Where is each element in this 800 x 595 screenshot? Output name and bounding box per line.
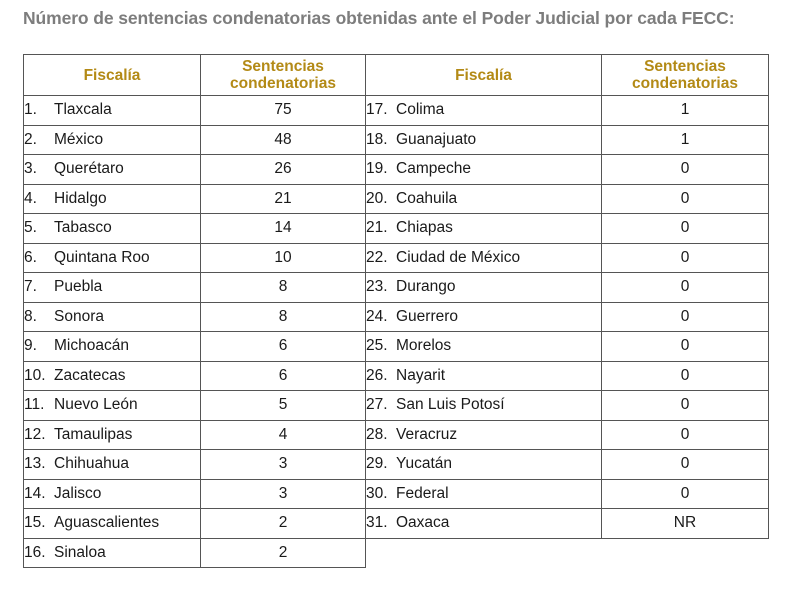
- fiscalia-name: Tlaxcala: [54, 101, 112, 119]
- fiscalia-name: Hidalgo: [54, 189, 107, 207]
- row-index: 12.: [24, 425, 46, 443]
- fiscalia-name: Federal: [396, 484, 449, 502]
- table-row: [366, 332, 769, 362]
- row-index: 20.: [366, 189, 388, 207]
- row-index: 14.: [24, 484, 46, 502]
- row-index: 5.: [24, 219, 37, 237]
- sentencias-table-left: [23, 54, 366, 568]
- row-index: 27.: [366, 396, 388, 414]
- table-row: [366, 243, 769, 273]
- table-row: [24, 391, 366, 421]
- sentencias-value: 0: [602, 302, 769, 332]
- row-index: 28.: [366, 425, 388, 443]
- row-index: 4.: [24, 189, 37, 207]
- row-index: 19.: [366, 160, 388, 178]
- fiscalia-name: Chihuahua: [54, 455, 129, 473]
- row-index: 2.: [24, 130, 37, 148]
- table-row: [24, 332, 366, 362]
- fiscalia-cell: [366, 420, 602, 450]
- sentencias-value: 1: [602, 125, 769, 155]
- sentencias-value: 2: [201, 538, 366, 568]
- table-row: [366, 96, 769, 126]
- fiscalia-name: Sinaloa: [54, 543, 106, 561]
- page-title: Número de sentencias condenatorias obtenidas ante el Poder Judicial por cada FECC:: [23, 8, 735, 28]
- fiscalia-cell: [366, 96, 602, 126]
- fiscalia-cell: [24, 243, 201, 273]
- fiscalia-name: Aguascalientes: [54, 514, 160, 532]
- fiscalia-name: Campeche: [396, 160, 471, 178]
- fiscalia-cell: [24, 155, 201, 185]
- table-row: [24, 243, 366, 273]
- table-row: [24, 509, 366, 539]
- row-index: 22.: [366, 248, 388, 266]
- sentencias-value: 3: [201, 479, 366, 509]
- fiscalia-name: Tabasco: [54, 219, 112, 237]
- fiscalia-name: México: [54, 130, 104, 148]
- table-row: [366, 155, 769, 185]
- table-row: [366, 125, 769, 155]
- row-index: 7.: [24, 278, 37, 296]
- header-sentencias: Sentencias condenatorias: [602, 55, 769, 96]
- row-index: 1.: [24, 101, 37, 119]
- fiscalia-cell: [366, 450, 602, 480]
- table-row: [24, 450, 366, 480]
- fiscalia-cell: [366, 332, 602, 362]
- fiscalia-name: Michoacán: [54, 337, 129, 355]
- fiscalia-name: Veracruz: [396, 425, 458, 443]
- sentencias-value: 10: [201, 243, 366, 273]
- fiscalia-cell: [24, 479, 201, 509]
- row-index: 29.: [366, 455, 388, 473]
- sentencias-value: 0: [602, 391, 769, 421]
- fiscalia-cell: [366, 479, 602, 509]
- header-fiscalia: Fiscalía: [24, 55, 201, 96]
- sentencias-value: 4: [201, 420, 366, 450]
- table-row: [366, 302, 769, 332]
- row-index: 11.: [24, 396, 45, 414]
- table-row: [366, 214, 769, 244]
- fiscalia-name: Oaxaca: [396, 514, 450, 532]
- fiscalia-name: Tamaulipas: [54, 425, 133, 443]
- sentencias-value: 0: [602, 479, 769, 509]
- row-index: 24.: [366, 307, 388, 325]
- fiscalia-name: Durango: [396, 278, 456, 296]
- fiscalia-name: Quintana Roo: [54, 248, 150, 266]
- sentencias-value: 48: [201, 125, 366, 155]
- row-index: 31.: [366, 514, 388, 532]
- table-row: [24, 479, 366, 509]
- sentencias-value: 0: [602, 420, 769, 450]
- sentencias-value: 2: [201, 509, 366, 539]
- table-row: [366, 273, 769, 303]
- row-index: 16.: [24, 543, 46, 561]
- fiscalia-cell: [366, 184, 602, 214]
- sentencias-value: NR: [602, 509, 769, 539]
- table-row: [24, 96, 366, 126]
- row-index: 8.: [24, 307, 37, 325]
- fiscalia-name: Morelos: [396, 337, 452, 355]
- fiscalia-name: San Luis Potosí: [396, 396, 505, 414]
- sentencias-value: 0: [602, 273, 769, 303]
- table-row: [366, 450, 769, 480]
- fiscalia-name: Zacatecas: [54, 366, 126, 384]
- sentencias-value: 5: [201, 391, 366, 421]
- sentencias-value: 8: [201, 302, 366, 332]
- fiscalia-name: Colima: [396, 101, 445, 119]
- sentencias-value: 0: [602, 450, 769, 480]
- table-body-left: [24, 96, 366, 568]
- fiscalia-cell: [24, 214, 201, 244]
- fiscalia-name: Guanajuato: [396, 130, 477, 148]
- row-index: 30.: [366, 484, 388, 502]
- sentencias-value: 0: [602, 155, 769, 185]
- sentencias-value: 14: [201, 214, 366, 244]
- sentencias-value: 0: [602, 214, 769, 244]
- table-row: [24, 214, 366, 244]
- table-row: [24, 361, 366, 391]
- table-header-row: [24, 55, 366, 96]
- sentencias-value: 0: [602, 361, 769, 391]
- table-row: [366, 361, 769, 391]
- row-index: 25.: [366, 337, 388, 355]
- sentencias-table-right: [365, 54, 769, 539]
- fiscalia-name: Querétaro: [54, 160, 124, 178]
- table-row: [24, 420, 366, 450]
- fiscalia-cell: [366, 155, 602, 185]
- fiscalia-cell: [366, 302, 602, 332]
- row-index: 17.: [366, 101, 388, 119]
- sentencias-value: 75: [201, 96, 366, 126]
- table-row: [366, 184, 769, 214]
- sentencias-value: 6: [201, 361, 366, 391]
- table-row: [24, 184, 366, 214]
- fiscalia-name: Jalisco: [54, 484, 102, 502]
- sentencias-value: 0: [602, 243, 769, 273]
- fiscalia-cell: [366, 361, 602, 391]
- fiscalia-cell: [24, 391, 201, 421]
- table-body-right: [366, 96, 769, 539]
- sentencias-value: 0: [602, 184, 769, 214]
- row-index: 18.: [366, 130, 388, 148]
- fiscalia-cell: [24, 361, 201, 391]
- fiscalia-cell: [24, 184, 201, 214]
- fiscalia-name: Nayarit: [396, 366, 446, 384]
- table-row: [366, 391, 769, 421]
- sentencias-value: 0: [602, 332, 769, 362]
- sentencias-value: 8: [201, 273, 366, 303]
- table-row: [24, 302, 366, 332]
- row-index: 21.: [366, 219, 388, 237]
- fiscalia-cell: [24, 509, 201, 539]
- table-row: [24, 125, 366, 155]
- header-sentencias: Sentencias condenatorias: [201, 55, 366, 96]
- fiscalia-cell: [366, 509, 602, 539]
- row-index: 26.: [366, 366, 388, 384]
- fiscalia-name: Chiapas: [396, 219, 453, 237]
- fiscalia-cell: [24, 273, 201, 303]
- fiscalia-cell: [24, 302, 201, 332]
- sentencias-value: 26: [201, 155, 366, 185]
- fiscalia-name: Yucatán: [396, 455, 453, 473]
- row-index: 6.: [24, 248, 37, 266]
- fiscalia-cell: [366, 273, 602, 303]
- sentencias-value: 21: [201, 184, 366, 214]
- fiscalia-cell: [366, 125, 602, 155]
- row-index: 13.: [24, 455, 46, 473]
- row-index: 3.: [24, 160, 37, 178]
- row-index: 15.: [24, 514, 46, 532]
- fiscalia-name: Ciudad de México: [396, 248, 521, 266]
- header-fiscalia: Fiscalía: [366, 55, 602, 96]
- row-index: 9.: [24, 337, 37, 355]
- table-row: [366, 420, 769, 450]
- fiscalia-cell: [24, 125, 201, 155]
- fiscalia-name: Guerrero: [396, 307, 459, 325]
- table-row: [24, 538, 366, 568]
- sentencias-value: 3: [201, 450, 366, 480]
- fiscalia-cell: [366, 214, 602, 244]
- row-index: 10.: [24, 366, 46, 384]
- fiscalia-name: Coahuila: [396, 189, 458, 207]
- fiscalia-name: Nuevo León: [54, 396, 138, 414]
- table-row: [366, 509, 769, 539]
- row-index: 23.: [366, 278, 388, 296]
- fiscalia-cell: [24, 332, 201, 362]
- fiscalia-cell: [24, 450, 201, 480]
- table-row: [24, 155, 366, 185]
- sentencias-value: 1: [602, 96, 769, 126]
- table-header-row: [366, 55, 769, 96]
- fiscalia-cell: [24, 538, 201, 568]
- fiscalia-cell: [24, 96, 201, 126]
- sentencias-value: 6: [201, 332, 366, 362]
- table-row: [366, 479, 769, 509]
- fiscalia-cell: [24, 420, 201, 450]
- fiscalia-cell: [366, 243, 602, 273]
- table-row: [24, 273, 366, 303]
- fiscalia-cell: [366, 391, 602, 421]
- fiscalia-name: Sonora: [54, 307, 104, 325]
- fiscalia-name: Puebla: [54, 278, 103, 296]
